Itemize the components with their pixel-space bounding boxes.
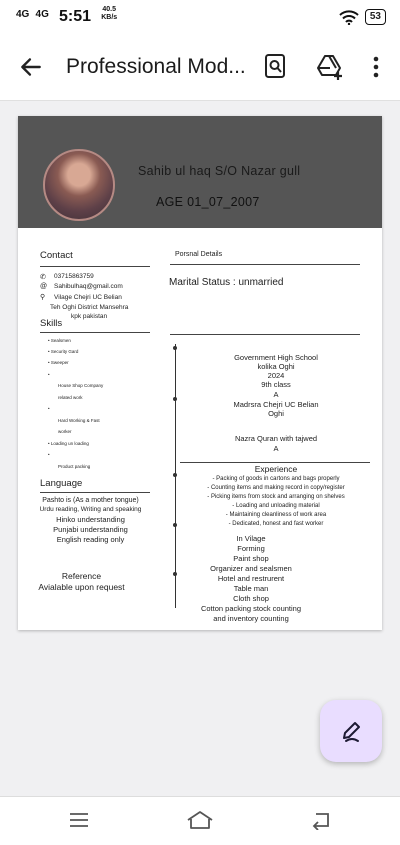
resume-age: AGE 01_07_2007 — [156, 195, 260, 209]
system-nav-bar — [0, 796, 400, 845]
speed-value: 40.5 — [102, 6, 117, 14]
skill-text: related work — [58, 395, 83, 400]
page-title: Professional Mod... — [66, 55, 246, 78]
skills-divider — [40, 332, 150, 333]
skill-text: Sealsmen — [50, 338, 71, 343]
education-line: A — [273, 444, 279, 453]
contact-heading: Contact — [40, 250, 73, 261]
network-speed — [101, 6, 117, 22]
resume-document[interactable] — [18, 116, 382, 630]
education-line: kolika Oghi — [257, 362, 295, 371]
status-bar — [0, 0, 400, 34]
timeline-dot — [173, 523, 177, 527]
skill-text: Loading un loading — [50, 441, 89, 446]
status-time: 5:51 — [59, 8, 92, 25]
skill-item: • — [48, 452, 50, 457]
experience-divider — [180, 462, 370, 463]
skill-item: • — [48, 372, 50, 377]
find-in-page-icon[interactable] — [263, 53, 287, 79]
profile-photo — [43, 149, 115, 221]
app-bar — [0, 34, 400, 101]
education-line: Nazra Quran with tajwed — [234, 434, 318, 443]
experience-item: - Dedicated, honest and fast worker — [228, 521, 324, 527]
experience-place: Table man — [233, 584, 269, 593]
experience-item: - Maintaining cleanliness of work area — [225, 512, 327, 518]
contact-address-3: kpk pakistan — [71, 313, 108, 320]
timeline-dot — [173, 473, 177, 477]
battery-icon: 53 — [365, 9, 386, 25]
education-line: Oghi — [268, 409, 284, 418]
marital-status: Marital Status : unmarried — [169, 277, 284, 288]
reference-text: Avialable upon request — [38, 582, 125, 592]
contact-email: Sahibulhaq@gmail.com — [54, 283, 123, 290]
experience-item: - Packing of goods in cartons and bags properly — [212, 476, 340, 482]
experience-place: Cotton packing stock counting — [200, 604, 302, 613]
resume-name: Sahib ul haq S/O Nazar gull — [138, 164, 301, 178]
skill-item: • Loading un loading — [48, 441, 89, 446]
education-divider — [170, 334, 360, 335]
add-to-drive-icon[interactable] — [316, 53, 346, 81]
education-line: Government High School — [234, 353, 318, 362]
experience-heading: Experience — [254, 464, 298, 474]
speed-unit: KB/s — [101, 14, 118, 22]
more-vert-icon[interactable] — [364, 54, 388, 80]
contact-phone: 03715863759 — [54, 273, 94, 280]
back-arrow-icon[interactable] — [18, 54, 44, 80]
education-line: 2024 — [267, 371, 285, 380]
resume-header — [18, 116, 382, 228]
contact-address-1: Vilage Chejri UC Belian — [54, 294, 122, 301]
personal-divider — [170, 264, 360, 265]
education-line: Madrsra Chejri UC Belian — [233, 400, 319, 409]
back-nav-icon[interactable] — [310, 810, 332, 830]
edit-pen-icon — [338, 718, 364, 744]
experience-place: In Vilage — [236, 534, 266, 543]
timeline-dot — [173, 397, 177, 401]
contact-address-2: Teh Oghi District Mansehra — [50, 304, 129, 311]
reference-heading: Reference — [61, 571, 102, 581]
timeline-dot — [173, 572, 177, 576]
language-item: English reading only — [56, 535, 125, 544]
home-icon[interactable] — [186, 810, 214, 830]
language-item: Hinko understanding — [56, 515, 125, 524]
personal-heading: Porsnal Details — [175, 251, 223, 258]
education-line: A — [273, 390, 279, 399]
contact-divider — [40, 266, 150, 267]
language-item: Urdu reading, Writing and speaking — [39, 506, 142, 513]
skill-text: Sweeper — [50, 360, 69, 365]
experience-item: - Loading and unloading material — [232, 503, 320, 509]
status-left — [16, 8, 117, 26]
skill-text: Hard Working & Fast — [58, 418, 100, 423]
skill-text: House Shop Company — [58, 383, 104, 388]
language-heading: Language — [40, 478, 83, 489]
language-divider — [40, 492, 150, 493]
language-item: Punjabi understanding — [53, 525, 128, 534]
skill-text: Security Gard — [50, 349, 79, 354]
skill-item: • Sweeper — [48, 360, 69, 365]
skill-item: • — [48, 406, 50, 411]
timeline-dot — [173, 346, 177, 350]
experience-place: Hotel and restrurent — [217, 574, 285, 583]
network-indicator-2: 4G — [35, 9, 49, 20]
wifi-icon — [339, 10, 359, 25]
skill-item: • Security Gard — [48, 349, 79, 354]
status-right — [339, 9, 386, 25]
experience-place: and inventory counting — [213, 614, 289, 623]
skill-text: worker — [58, 429, 72, 434]
skills-heading: Skills — [40, 318, 63, 329]
phone-icon: ✆ — [40, 274, 46, 281]
experience-place: Cloth shop — [233, 594, 269, 603]
location-icon: ⚲ — [40, 294, 46, 301]
email-icon: @ — [40, 283, 48, 290]
edit-fab-button[interactable] — [320, 700, 382, 762]
skill-item: • Sealsmen — [48, 338, 71, 343]
experience-place: Forming — [237, 544, 265, 553]
education-line: 9th class — [261, 380, 291, 389]
network-indicator-1: 4G — [16, 9, 30, 20]
experience-place: Organizer and sealsmen — [210, 564, 292, 573]
experience-item: - Counting items and making record in copy/register — [207, 485, 345, 491]
experience-item: - Picking items from stock and arranging on shelves — [207, 494, 345, 500]
menu-icon[interactable] — [68, 810, 90, 830]
skill-text: Product packing — [58, 464, 91, 469]
language-item: Pashto is (As a mother tongue) — [42, 497, 139, 504]
experience-place: Paint shop — [233, 554, 269, 563]
